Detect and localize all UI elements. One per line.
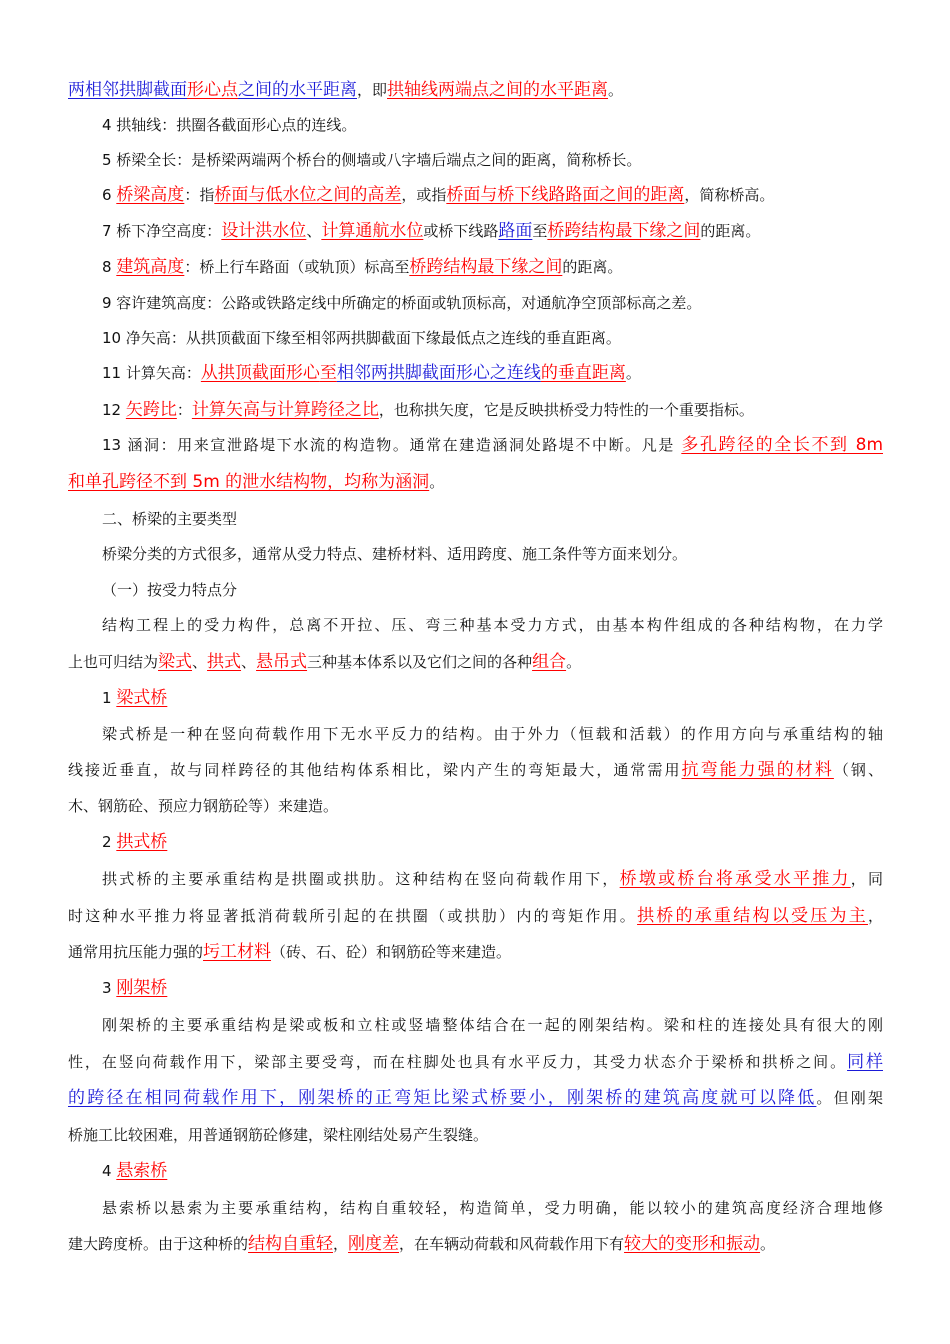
- text-line: [102, 177, 883, 213]
- highlight-red: 形心点: [187, 80, 238, 100]
- text-run: （砖、石、砼）和钢筋砼等来建造。: [271, 943, 512, 961]
- text-run: 结构工程上的受力构件，总离不开拉、压、弯三种基本受力方式，由基本构件组成的各种结构物，在力学: [102, 616, 883, 634]
- text-run: 。: [566, 653, 582, 671]
- text-run: 或桥下线路: [423, 222, 499, 240]
- text-run: 、: [192, 653, 208, 671]
- text-run: 。: [429, 473, 445, 491]
- highlight-blue: 之间的水平距离: [238, 80, 357, 100]
- highlight-red: 多孔跨径的全长不到 8m: [681, 435, 883, 455]
- text-run: 拱式桥的主要承重结构是拱圈或拱肋。这种结构在竖向荷载作用下，: [102, 870, 620, 888]
- text-run: 1: [102, 689, 117, 707]
- text-run: 时这种水平推力将显著抵消荷载所引起的在拱圈（或拱肋）内的弯矩作用。: [68, 907, 638, 925]
- text-line: [68, 72, 883, 108]
- text-run: ，在车辆动荷载和风荷载作用下有: [399, 1235, 625, 1253]
- text-run: 2: [102, 833, 117, 851]
- highlight-red: 圬工材料: [203, 942, 272, 962]
- highlight-red: 建筑高度: [116, 257, 185, 277]
- text-line: [102, 427, 883, 463]
- highlight-blue: 两相邻拱脚截面: [68, 80, 187, 100]
- highlight-red: 刚架桥: [116, 978, 168, 998]
- highlight-red: 桥跨结构最下缘之间: [409, 257, 563, 277]
- text-run: 二、桥梁的主要类型: [102, 510, 238, 528]
- text-run: 。: [760, 1235, 776, 1253]
- text-line: [68, 1226, 883, 1262]
- highlight-blue: 相邻两拱脚截面形心之连线: [336, 363, 541, 383]
- text-run: 的距离。: [700, 222, 761, 240]
- text-line: [102, 501, 883, 537]
- text-run: ，简称桥高。: [684, 186, 775, 204]
- highlight-red: 计算通航水位: [321, 221, 424, 241]
- text-run: 11 计算矢高：: [102, 364, 201, 382]
- text-run: 13 涵洞：用来宣泄路堤下水流的构造物。通常在建造涵洞处路堤不中断。凡是: [102, 436, 682, 454]
- text-run: 梁式桥是一种在竖向荷载作用下无水平反力的结构。由于外力（恒载和活载）的作用方向与承重结构的轴: [102, 725, 883, 743]
- text-run: ，同: [850, 870, 883, 888]
- highlight-red: 计算矢高与计算跨径之比: [191, 400, 379, 420]
- highlight-red: 结构自重轻: [248, 1234, 334, 1254]
- highlight-red: 拱轴线两端点之间的水平距离: [387, 80, 609, 100]
- highlight-red: 桥跨结构最下缘之间: [547, 221, 701, 241]
- text-run: 悬索桥以悬索为主要承重结构，结构自重较轻，构造简单，受力明确，能以较小的建筑高度经济合理地修: [102, 1199, 883, 1217]
- text-run: 、: [241, 653, 257, 671]
- text-line: [68, 934, 883, 970]
- text-run: 5 桥梁全长：是桥梁两端两个桥台的侧墙或八字墙后端点之间的距离，简称桥长。: [102, 151, 642, 169]
- text-run: （一）按受力特点分: [102, 581, 238, 599]
- text-line: [102, 536, 883, 572]
- text-line: [102, 355, 883, 391]
- highlight-red: 设计洪水位: [221, 221, 307, 241]
- highlight-red: 悬索桥: [116, 1161, 168, 1181]
- highlight-red: 拱式桥: [116, 832, 168, 852]
- text-run: 。: [608, 81, 624, 99]
- text-run: 8: [102, 258, 117, 276]
- highlight-red: 悬吊式: [256, 652, 308, 672]
- text-line: [68, 464, 883, 500]
- highlight-blue: 同样: [847, 1052, 883, 1072]
- text-line: [102, 392, 883, 428]
- text-run: 桥施工比较困难，用普通钢筋砼修建，梁柱刚结处易产生裂缝。: [68, 1126, 489, 1144]
- highlight-red: 较大的变形和振动: [624, 1234, 761, 1254]
- text-run: 刚架桥的主要承重结构是梁或板和立柱或竖墙整体结合在一起的刚架结构。梁和柱的连接处具有很大的刚: [102, 1016, 883, 1034]
- highlight-red: 拱桥的承重结构以受压为主: [637, 906, 868, 926]
- text-run: 6: [102, 186, 117, 204]
- text-run: ：桥上行车路面（或轨顶）标高至: [184, 258, 410, 276]
- text-run: 4 拱轴线：拱圈各截面形心点的连线。: [102, 116, 357, 134]
- text-run: ，: [333, 1235, 349, 1253]
- text-line: [102, 249, 883, 285]
- text-run: 木、钢筋砼、预应力钢筋砼等）来建造。: [68, 797, 339, 815]
- text-run: ，或指: [401, 186, 447, 204]
- highlight-red: 桥墩或桥台将承受水平推力: [619, 869, 851, 889]
- highlight-red: 桥梁高度: [116, 185, 185, 205]
- text-run: 桥梁分类的方式很多，通常从受力特点、建桥材料、适用跨度、施工条件等方面来划分。: [102, 545, 688, 563]
- highlight-blue: 的跨径在相同荷载作用下，刚架桥的正弯矩比梁式桥要小，刚架桥的建筑高度就可以降低: [68, 1088, 817, 1108]
- highlight-red: 至: [319, 363, 337, 383]
- highlight-red: 桥面与桥下线路路面之间的距离: [446, 185, 685, 205]
- text-run: 。: [625, 364, 641, 382]
- highlight-red: 梁式桥: [116, 688, 168, 708]
- text-line: [102, 1153, 883, 1189]
- text-run: （钢、: [833, 761, 883, 779]
- text-run: 9 容许建筑高度：公路或铁路定线中所确定的桥面或轨顶标高，对通航净空顶部标高之差。: [102, 294, 702, 312]
- highlight-red: 抗弯能力强的材料: [681, 760, 834, 780]
- text-line: [102, 680, 883, 716]
- highlight-red: 拱式: [207, 652, 242, 672]
- text-line: [68, 644, 883, 680]
- text-line: [102, 213, 883, 249]
- text-run: ：指: [184, 186, 215, 204]
- text-line: [102, 142, 883, 178]
- text-run: 性，在竖向荷载作用下，梁部主要受弯，而在柱脚处也具有水平反力，其受力状态介于梁桥和拱桥之间。: [68, 1053, 848, 1071]
- highlight-red: 矢跨比: [125, 400, 177, 420]
- text-line: [102, 285, 883, 321]
- text-line: [68, 752, 883, 788]
- text-run: 三种基本体系以及它们之间的各种: [307, 653, 533, 671]
- text-run: 的距离。: [562, 258, 623, 276]
- text-line: [102, 861, 883, 897]
- text-run: 通常用抗压能力强的: [68, 943, 204, 961]
- text-line: [68, 898, 883, 934]
- text-run: 12: [102, 401, 126, 419]
- text-line: [68, 1080, 883, 1116]
- highlight-red: 和单孔跨径不到 5m 的泄水结构物，均称为涵洞: [68, 472, 430, 492]
- text-line: [68, 788, 883, 824]
- text-run: 3: [102, 979, 117, 997]
- highlight-red: 从拱顶截面形心: [200, 363, 320, 383]
- highlight-red: 桥面与低水位之间的高差: [214, 185, 402, 205]
- text-run: 4: [102, 1162, 117, 1180]
- text-run: ，: [868, 907, 884, 925]
- text-line: [102, 1190, 883, 1226]
- text-run: ，即: [357, 81, 388, 99]
- text-run: ，也称拱矢度，它是反映拱桥受力特性的一个重要指标。: [378, 401, 754, 419]
- text-line: [102, 607, 883, 643]
- text-line: [102, 572, 883, 608]
- text-line: [102, 824, 883, 860]
- text-run: 线接近垂直，故与同样跨径的其他结构体系相比，梁内产生的弯矩最大，通常需用: [68, 761, 682, 779]
- text-run: 上也可归结为: [68, 653, 159, 671]
- text-line: [102, 107, 883, 143]
- text-run: 建大跨度桥。由于这种桥的: [68, 1235, 249, 1253]
- text-run: 至: [532, 222, 548, 240]
- text-line: [68, 1117, 883, 1153]
- highlight-red: 刚度差: [348, 1234, 400, 1254]
- text-line: [102, 1007, 883, 1043]
- text-run: 10 净矢高：从拱顶截面下缘至相邻两拱脚截面下缘最低点之连线的垂直距离。: [102, 329, 621, 347]
- highlight-blue: 路面: [498, 221, 533, 241]
- text-line: [102, 970, 883, 1006]
- text-run: 7 桥下净空高度：: [102, 222, 222, 240]
- text-run: 、: [306, 222, 322, 240]
- highlight-red: 组合: [532, 652, 567, 672]
- highlight-red: 的垂直距离: [540, 363, 626, 383]
- text-line: [102, 320, 883, 356]
- text-run: 。但刚架: [816, 1089, 883, 1107]
- text-run: ：: [176, 401, 192, 419]
- text-line: [102, 716, 883, 752]
- highlight-red: 梁式: [158, 652, 193, 672]
- text-line: [68, 1044, 883, 1080]
